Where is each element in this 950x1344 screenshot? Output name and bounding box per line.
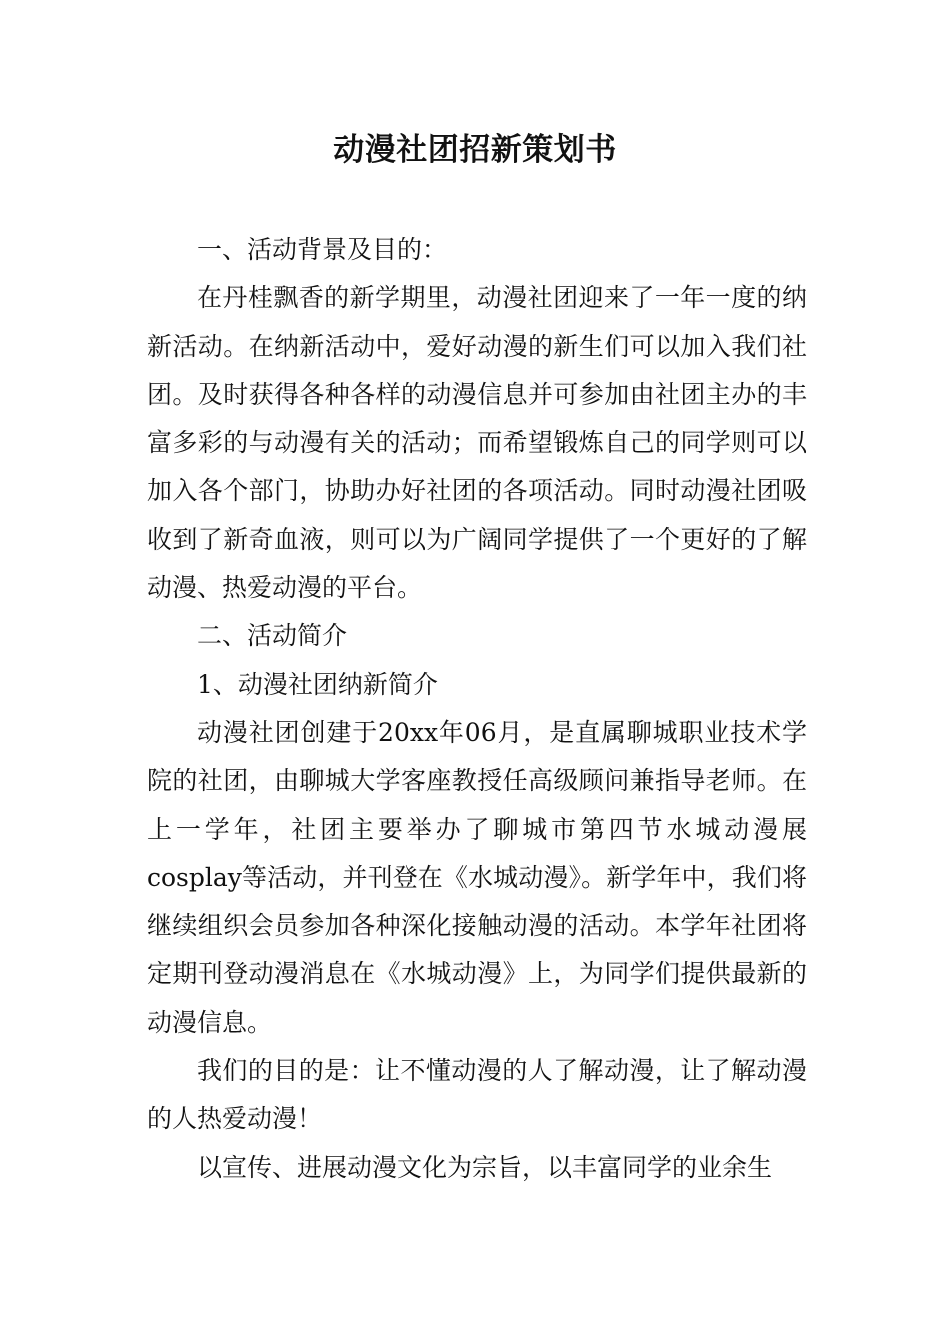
paragraph-goal: 我们的目的是：让不懂动漫的人了解动漫，让了解动漫的人热爱动漫！ <box>147 1056 807 1134</box>
document-body <box>147 226 807 1192</box>
document-title: 动漫社团招新策划书 <box>333 132 617 168</box>
paragraph-purpose: 以宣传、进展动漫文化为宗旨，以丰富同学的业余生 <box>197 1152 773 1182</box>
paragraph-background: 在丹桂飘香的新学期里，动漫社团迎来了一年一度的纳新活动。在纳新活动中，爱好动漫的新生们可以加入我们社团。及时获得各种各样的动漫信息并可参加由社团主办的丰富多彩的与动漫有关的活动；而希望锻炼自己的同学则可以加入各个部门，协助办好社团的各项活动。同时动漫社团吸收到了新奇血液，则可以为广阔同学提供了一个更好的了解动漫、热爱动漫的平台。 <box>147 283 807 603</box>
section-heading-background: 一、活动背景及目的： <box>197 235 448 264</box>
subsection-heading-recruitment: 1、动漫社团纳新简介 <box>197 669 438 699</box>
paragraph-club-history: 动漫社团创建于20xx年06月，是直属聊城职业技术学院的社团，由聊城大学客座教授任高级顾问兼指导老师。在上一学年，社团主要举办了聊城市第四节水城动漫展cosplay等活动，并刊登在《水城动漫》。新学年中，我们将继续组织会员参加各种深化接触动漫的活动。本学年社团将定期刊登动漫消息在《水城动漫》上，为同学们提供最新的动漫信息。 <box>147 717 807 1037</box>
section-heading-introduction: 二、活动简介 <box>197 621 348 651</box>
